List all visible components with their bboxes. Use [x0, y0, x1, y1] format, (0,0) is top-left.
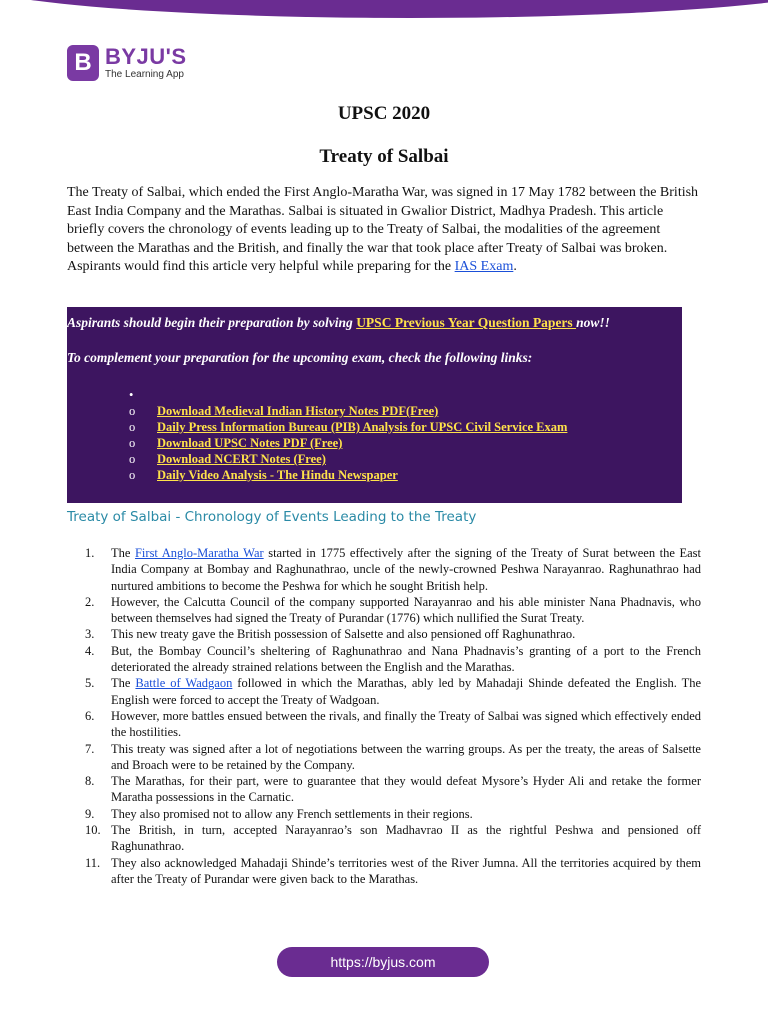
ncert-notes-link[interactable]: Download NCERT Notes (Free): [157, 452, 326, 466]
list-item: [129, 435, 567, 451]
promo-line-1: Aspirants should begin their preparation by solving UPSC Previous Year Question Papers now!!: [67, 315, 610, 330]
list-item: [129, 403, 567, 419]
bullet-icon: o: [129, 452, 136, 466]
list-item: 2. However, the Calcutta Council of the company supported Narayanrao and his able minister Nana Phadnavis, who between themselves had signed the Treaty of Purandar (1776) which nullified the Surat Treaty.: [85, 594, 701, 626]
intro-text: The Treaty of Salbai, which ended the First Anglo-Maratha War, was signed in 17 May 1782 between the British East India Company and the Marathas. Salbai is situated in Gwalior District, Madhya Pradesh. This article briefly covers the chronology of events leading up to the Treaty of Salbai, the modalities of the agreement between the Marathas and the British, and finally the war that took place after Treaty of Salbai was broken. Aspirants would find this article very helpful while preparing for the: [67, 185, 699, 274]
list-item: 7. This treaty was signed after a lot of negotiations between the warring groups. As per the treaty, the areas of Salsette and Broach were to be retained by the Company.: [85, 741, 701, 772]
list-item: 8. The Marathas, for their part, were to guarantee that they would defeat Mysore’s Hyder Ali and retake the former Maratha possessions in the Carnatic.: [85, 774, 701, 805]
list-item: 4. But, the Bombay Council’s sheltering of Raghunathrao and Nana Phadnavis’s granting of a port to the French deteriorated the already strained relations between the English and the Marathas.: [85, 643, 701, 675]
logo-mark: B: [67, 45, 99, 81]
bullet-icon: o: [129, 468, 136, 482]
medieval-history-notes-link[interactable]: Download Medieval Indian History Notes PDF(Free): [157, 404, 439, 418]
bullet-icon: o: [129, 420, 136, 434]
ias-exam-link[interactable]: IAS Exam: [454, 259, 514, 274]
battle-of-wadgaon-link[interactable]: Battle of Wadgaon: [135, 676, 233, 691]
list-item: 3. This new treaty gave the British possession of Salsette and also pensioned off Raghunathrao.: [85, 627, 576, 642]
list-item: 9. They also promised not to allow any French settlements in their regions.: [85, 806, 473, 821]
list-item: 5. The Battle of Wadgaon followed in which the Marathas, ably led by Mahadaji Shinde defeated the English. The English were forced to accept the Treaty of Wadgoan.: [85, 676, 702, 707]
bullet-icon: •: [129, 388, 134, 402]
page-subtitle: Treaty of Salbai: [319, 146, 449, 167]
footer-url-button[interactable]: https://byjus.com: [277, 947, 489, 977]
list-item: 10. The British, in turn, accepted Narayanrao’s son Madhavrao II as the rightful Peshwa and pensioned off Raghunathrao.: [85, 823, 701, 854]
promo-line-2: To complement your preparation for the upcoming exam, check the following links:: [67, 350, 533, 365]
list-item: [129, 467, 567, 483]
events-list: [67, 545, 701, 887]
logo-name: BYJU'S: [105, 44, 187, 69]
first-anglo-maratha-war-link[interactable]: First Anglo-Maratha War: [134, 546, 264, 560]
list-item: [129, 419, 567, 435]
top-banner-curve: [0, 0, 768, 18]
promo-box: [67, 307, 682, 503]
promo-links-list: [129, 387, 567, 483]
logo-tagline: The Learning App: [105, 69, 184, 80]
pib-analysis-link[interactable]: Daily Press Information Bureau (PIB) Analysis for UPSC Civil Service Exam: [157, 420, 568, 434]
list-item: 1. The First Anglo-Maratha War started in 1775 effectively after the signing of the Treaty of Surat between the East India Company at Bombay and Raghunathrao, uncle of the newly-crowned Peshwa Narayanrao. Raghunathrao had nurtured ambitions to become the Peshwa for which he sought British help.: [85, 546, 701, 593]
bullet-icon: o: [129, 436, 136, 450]
list-item: [129, 451, 567, 467]
hindu-video-analysis-link[interactable]: Daily Video Analysis - The Hindu Newspaper: [157, 468, 398, 482]
upsc-notes-link[interactable]: Download UPSC Notes PDF (Free): [157, 436, 343, 450]
intro-paragraph: The Treaty of Salbai, which ended the First Anglo-Maratha War, was signed in 17 May 1782 between the British East India Company and the Marathas. Salbai is situated in Gwalior District, Madhya Pradesh. This article briefly covers the chronology of events leading up to the Treaty of Salbai, the modalities of the agreement between the Marathas and the British, and finally the war that took place after Treaty of Salbai was broken. Aspirants would find this article very helpful while preparing for the IAS Exam.: [67, 185, 699, 274]
byjus-logo[interactable]: [67, 45, 187, 81]
list-item: [129, 387, 567, 403]
section-heading: Treaty of Salbai - Chronology of Events Leading to the Treaty: [67, 509, 477, 525]
list-item: 6. However, more battles ensued between the rivals, and finally the Treaty of Salbai was signed which effectively ended the hostilities.: [85, 708, 701, 740]
bullet-icon: o: [129, 404, 136, 418]
top-banner: [0, 0, 768, 22]
page-title: UPSC 2020: [337, 103, 431, 124]
list-item: 11. They also acknowledged Mahadaji Shinde’s territories west of the River Jumna. All the territories acquired by them after the Treaty of Purandar were given back to the Marathas.: [85, 855, 701, 886]
previous-year-papers-link[interactable]: UPSC Previous Year Question Papers: [356, 315, 577, 330]
